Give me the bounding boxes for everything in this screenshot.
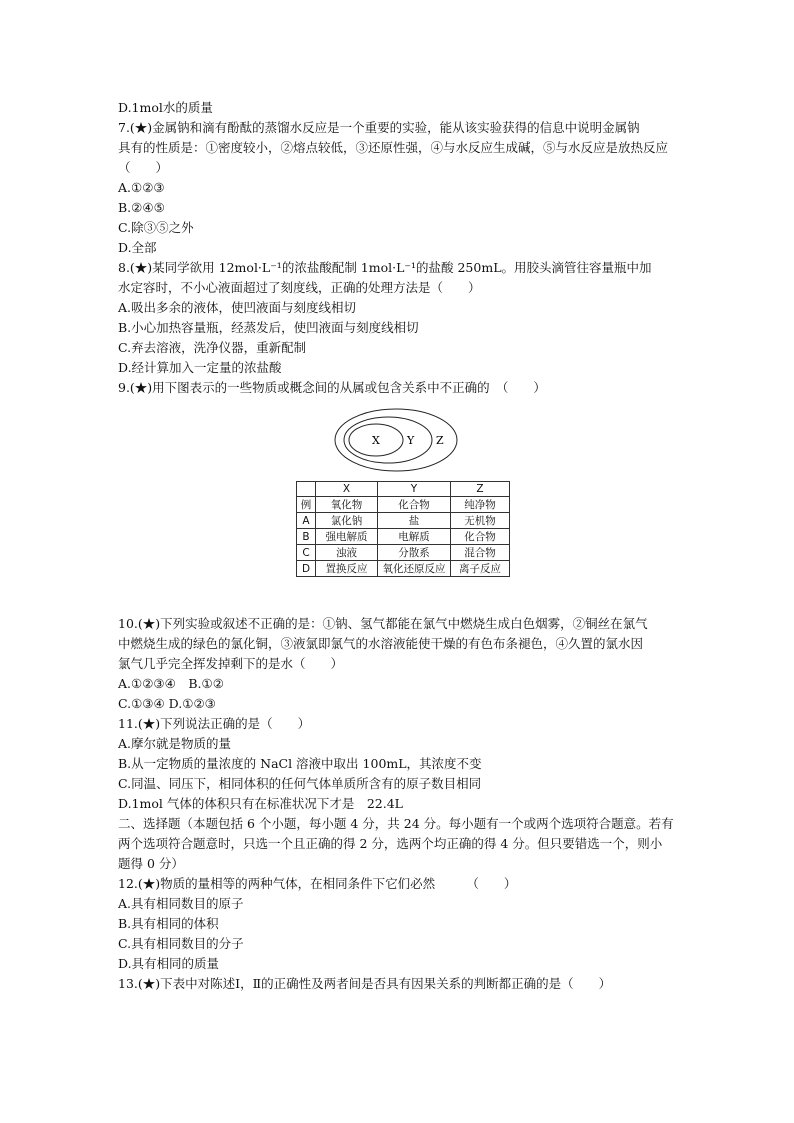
table-cell: B bbox=[297, 529, 316, 545]
table-cell: 离子反应 bbox=[451, 561, 510, 577]
q10-stem: 中燃烧生成的绿色的氯化铜，③液氯即氯气的水溶液能使干燥的有色布条褪色，④久置的氯水因 bbox=[118, 636, 644, 651]
table-cell: 置换反应 bbox=[316, 561, 378, 577]
table-cell: 强电解质 bbox=[316, 529, 378, 545]
table-cell: 纯净物 bbox=[451, 497, 510, 513]
table-cell: 盐 bbox=[378, 513, 451, 529]
table-cell: 无机物 bbox=[451, 513, 510, 529]
q12-option-b: B.具有相同的体积 bbox=[118, 916, 219, 931]
table-cell: 氯化钠 bbox=[316, 513, 378, 529]
q7-option-b: B.②④⑤ bbox=[118, 200, 165, 215]
table-row bbox=[297, 529, 510, 545]
q10-options-cd: C.①③④ D.①②③ bbox=[118, 696, 216, 711]
q12-option-c: C.具有相同数目的分子 bbox=[118, 936, 244, 951]
table-header-row bbox=[297, 482, 510, 497]
q7-stem: （ ） bbox=[118, 160, 169, 175]
header-cell: X bbox=[316, 482, 378, 497]
q9-stem: 9.(★)用下图表示的一些物质或概念间的从属或包含关系中不正确的 （ ） bbox=[118, 380, 546, 395]
q7-option-c: C.除③⑤之外 bbox=[118, 220, 194, 235]
q8-option-b: B.小心加热容量瓶，经蒸发后，使凹液面与刻度线相切 bbox=[118, 320, 419, 335]
table-cell: 氧化还原反应 bbox=[378, 561, 451, 577]
table-cell: 氧化物 bbox=[316, 497, 378, 513]
q12-option-a: A.具有相同数目的原子 bbox=[118, 896, 244, 911]
q11-option-d: D.1mol 气体的体积只有在标准状况下才是 22.4L bbox=[118, 796, 403, 811]
table-cell: 电解质 bbox=[378, 529, 451, 545]
header-cell: Y bbox=[378, 482, 451, 497]
q12-option-d: D.具有相同的质量 bbox=[118, 956, 220, 971]
q9-options-table bbox=[296, 481, 510, 577]
q7-option-a: A.①②③ bbox=[118, 180, 165, 195]
q8-stem: 8.(★)某同学欲用 12mol·L⁻¹的浓盐酸配制 1mol·L⁻¹的盐酸 250mL。用胶头滴管往容量瓶中加 bbox=[118, 260, 652, 275]
q7-stem: 具有的性质是：①密度较小，②熔点较低，③还原性强，④与水反应生成碱，⑤与水反应是放热反应 bbox=[118, 140, 669, 155]
table-cell: A bbox=[297, 513, 316, 529]
table-cell: 混合物 bbox=[451, 545, 510, 561]
q11-stem: 11.(★)下列说法正确的是（ ） bbox=[118, 716, 311, 731]
q8-option-a: A.吸出多余的液体，使凹液面与刻度线相切 bbox=[118, 300, 357, 315]
q8-option-d: D.经计算加入一定量的浓盐酸 bbox=[118, 360, 282, 375]
label-x: X bbox=[372, 434, 380, 447]
q12-stem: 12.(★)物质的量相等的两种气体，在相同条件下它们必然 （ ） bbox=[118, 876, 517, 891]
table-row bbox=[297, 497, 510, 513]
xyz-nested-ellipse-diagram bbox=[334, 407, 460, 473]
q8-stem: 水定容时，不小心液面超过了刻度线，正确的处理方法是（ ） bbox=[118, 280, 481, 295]
label-z: Z bbox=[436, 434, 444, 447]
section-2-heading: 两个选项符合题意时，只选一个且正确的得 2 分，选两个均正确的得 4 分。但只要错选一个，则小 bbox=[118, 836, 663, 851]
q8-option-c: C.弃去溶液，洗净仪器，重新配制 bbox=[118, 340, 307, 355]
q6-option-d: D.1mol水的质量 bbox=[118, 100, 213, 115]
q7-option-d: D.全部 bbox=[118, 240, 157, 255]
header-cell: Z bbox=[451, 482, 510, 497]
q11-option-c: C.同温、同压下，相同体积的任何气体单质所含有的原子数目相同 bbox=[118, 776, 482, 791]
table-cell: D bbox=[297, 561, 316, 577]
q10-stem: 10.(★)下列实验或叙述不正确的是：①钠、氢气都能在氯气中燃烧生成白色烟雾，②铜丝在氯气 bbox=[118, 616, 648, 631]
table-row bbox=[297, 513, 510, 529]
table-cell: 化合物 bbox=[378, 497, 451, 513]
table-row bbox=[297, 561, 510, 577]
q13-stem: 13.(★)下表中对陈述Ⅰ，Ⅱ的正确性及两者间是否具有因果关系的判断都正确的是（ ） bbox=[118, 976, 612, 991]
label-y: Y bbox=[407, 434, 415, 447]
q10-options-ab: A.①②③④ B.①② bbox=[118, 676, 224, 691]
table-cell: 例 bbox=[297, 497, 316, 513]
table-cell: 分散系 bbox=[378, 545, 451, 561]
header-cell bbox=[297, 482, 316, 497]
table-row bbox=[297, 545, 510, 561]
table-cell: 化合物 bbox=[451, 529, 510, 545]
q7-stem: 7.(★)金属钠和滴有酚酞的蒸馏水反应是一个重要的实验，能从该实验获得的信息中说明金属钠 bbox=[118, 120, 640, 135]
table-cell: C bbox=[297, 545, 316, 561]
q11-option-b: B.从一定物质的量浓度的 NaCl 溶液中取出 100mL，其浓度不变 bbox=[118, 756, 482, 771]
section-2-heading: 题得 0 分） bbox=[118, 856, 184, 871]
q10-stem: 氯气几乎完全挥发掉剩下的是水（ ） bbox=[118, 656, 344, 671]
ellipse-y bbox=[344, 417, 432, 463]
q11-option-a: A.摩尔就是物质的量 bbox=[118, 736, 232, 751]
section-2-heading: 二、选择题（本题包括 6 个小题，每小题 4 分，共 24 分。每小题有一个或两个选项符合题意。若有 bbox=[118, 816, 674, 831]
table-cell: 浊液 bbox=[316, 545, 378, 561]
